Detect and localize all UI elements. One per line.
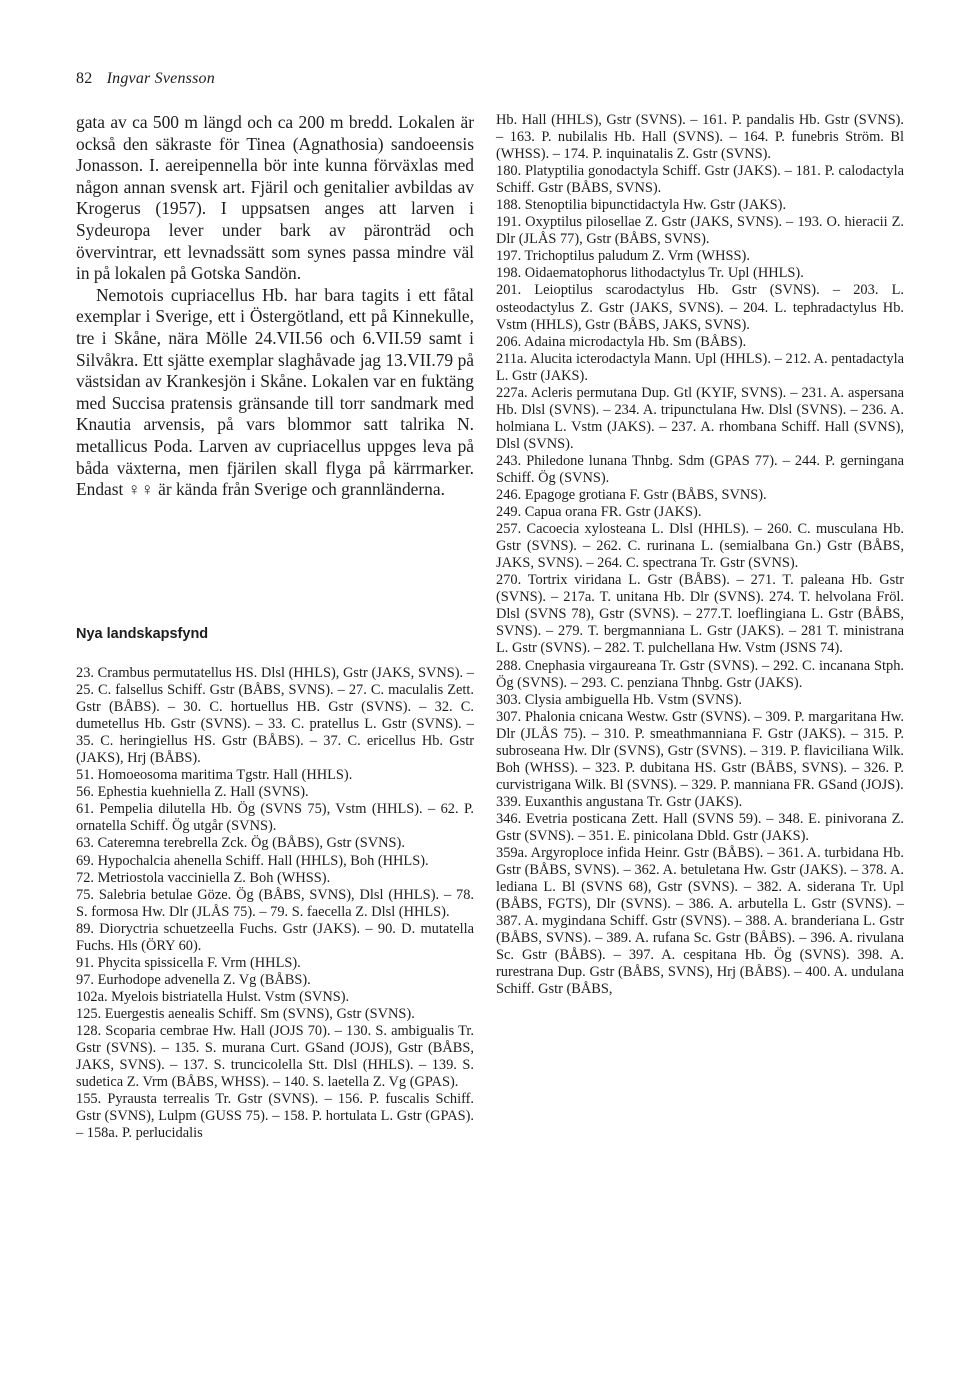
record-entry: 270. Tortrix viridana L. Gstr (BÅBS). – 271. T. paleana Hb. Gstr (SVNS). – 217a. T. unitana Hb. Dlr (SVNS). 274. T. helvolana Fröl. Dlsl (SVNS 78), Gstr (SVNS). – 277.T. loeflingiana L. Gstr (BÅBS, SVNS). – 279. T. bergmanniana L. Gstr (JAKS). – 281 T. ministrana L. Gstr (SVNS). – 282. T. pulchellana Hw. Vstm (JSNS 74).	[496, 572, 904, 657]
page-number: 82	[76, 70, 93, 87]
records-left-column	[76, 665, 474, 1142]
record-entry: 102a. Myelois bistriatella Hulst. Vstm (SVNS).	[76, 988, 350, 1005]
record-entry: 201. Leioptilus scarodactylus Hb. Gstr (SVNS). – 203. L. osteodactylus Z. Gstr (JAKS, SVNS). – 204. L. tephradactylus Hb. Vstm (HHLS), Gstr (BÅBS, JAKS, SVNS).	[496, 282, 904, 333]
record-entry: 63. Cateremna terebrella Zck. Ög (BÅBS), Gstr (SVNS).	[76, 835, 405, 852]
record-entry: 257. Cacoecia xylosteana L. Dlsl (HHLS). – 260. C. musculana Hb. Gstr (SVNS). – 262. C. rurinana L. (semialbana Gn.) Gstr (BÅBS, JAKS, SVNS). – 264. C. spectrana Tr. Gstr (SVNS).	[496, 521, 904, 572]
record-entry: 211a. Alucita icterodactyla Mann. Upl (HHLS). – 212. A. pentadactyla L. Gstr (JAKS).	[496, 350, 904, 384]
record-entry: 97. Eurhodope advenella Z. Vg (BÅBS).	[76, 971, 311, 988]
record-entry: 359a. Argyroploce infida Heinr. Gstr (BÅBS). – 361. A. turbidana Hb. Gstr (BÅBS, SVNS). – 362. A. betuletana Hw. Gstr (JAKS). – 378. A. lediana L. Bl (SVNS 68), Gstr (SVNS). – 382. A. siderana Tr. Upl (BÅBS, FGTS), Dlr (SVNS). – 386. A. arbutella L. Gstr (SVNS). – 387. A. mygindana Schiff. Gstr (SVNS). – 388. A. branderiana L. Gstr (BÅBS, SVNS). – 389. A. rufana Sc. Gstr (BÅBS). – 396. A. rivulana Sc. Gstr (BÅBS). – 397. A. cespitana Hb. Ög (SVNS). 398. A. rurestrana Dup. Gstr (BÅBS, SVNS), Hrj (BÅBS). – 400. A. undulana Schiff. Gstr (BÅBS,	[496, 845, 904, 998]
record-entry: 198. Oidaematophorus lithodactylus Tr. Upl (HHLS).	[496, 265, 804, 282]
record-entry: 128. Scoparia cembrae Hw. Hall (JOJS 70). – 130. S. ambigualis Tr. Gstr (SVNS). – 135. S. murana Curt. GSand (JOJS), Gstr (BÅBS, JAKS, SVNS). – 137. S. truncicolella Stt. Dlsl (HHLS). – 139. S. sudetica Z. Vrm (BÅBS, WHSS). – 140. S. laetella Z. Vg (GPAS).	[76, 1022, 474, 1091]
record-entry: 307. Phalonia cnicana Westw. Gstr (SVNS). – 309. P. margaritana Hw. Dlr (JLÅS 75). – 310. P. smeathmanniana F. Gstr (JAKS). – 315. P. subroseana Hw. Dlr (SVNS), Gstr (SVNS). – 319. P. flaviciliana Wilk. Boh (WHSS). – 323. P. dubitana HS. Gstr (BÅBS, SVNS). – 326. P. curvistrigana Wilk. Bl (SVNS). – 329. P. manniana FR. GSand (JOJS).	[496, 708, 904, 793]
record-entry: 243. Philedone lunana Thnbg. Sdm (GPAS 77). – 244. P. gerningana Schiff. Ög (SVNS).	[496, 452, 904, 486]
records-right-column	[496, 112, 904, 998]
record-entry: 188. Stenoptilia bipunctidactyla Hw. Gstr (JAKS).	[496, 197, 787, 214]
running-author: Ingvar Svensson	[106, 70, 215, 87]
record-entry: 155. Pyrausta terrealis Tr. Gstr (SVNS). – 156. P. fuscalis Schiff. Gstr (SVNS), Lulpm (GUSS 75). – 158. P. hortulata L. Gstr (GPAS). – 158a. P. perlucidalis	[76, 1091, 474, 1142]
record-entry: 339. Euxanthis angustana Tr. Gstr (JAKS).	[496, 793, 743, 810]
record-entry: 56. Ephestia kuehniella Z. Hall (SVNS).	[76, 784, 309, 801]
page-header	[76, 70, 215, 88]
record-entry: 246. Epagoge grotiana F. Gstr (BÅBS, SVNS).	[496, 487, 767, 504]
section-heading: Nya landskapsfynd	[76, 626, 209, 642]
record-entry: Hb. Hall (HHLS), Gstr (SVNS). – 161. P. pandalis Hb. Gstr (SVNS). – 163. P. nubilalis Hb. Hall (SVNS). – 164. P. funebris Ström. Bl (WHSS). – 174. P. inquinatalis Z. Gstr (SVNS).	[496, 112, 904, 163]
record-entry: 191. Oxyptilus pilosellae Z. Gstr (JAKS, SVNS). – 193. O. hieracii Z. Dlr (JLÅS 77), Gstr (BÅBS, SVNS).	[496, 214, 904, 248]
intro-text	[76, 112, 474, 501]
record-entry: 206. Adaina microdactyla Hb. Sm (BÅBS).	[496, 333, 747, 350]
record-entry: 75. Salebria betulae Göze. Ög (BÅBS, SVNS), Dlsl (HHLS). – 78. S. formosa Hw. Dlr (JLÅS 75). – 79. S. faecella Z. Dlsl (HHLS).	[76, 886, 474, 920]
record-entry: 89. Dioryctria schuetzeella Fuchs. Gstr (JAKS). – 90. D. mutatella Fuchs. Hls (ÖRY 60).	[76, 920, 474, 954]
record-entry: 51. Homoeosoma maritima Tgstr. Hall (HHLS).	[76, 767, 353, 784]
record-entry: 72. Metriostola vacciniella Z. Boh (WHSS).	[76, 869, 331, 886]
record-entry: 303. Clysia ambiguella Hb. Vstm (SVNS).	[496, 691, 742, 708]
record-entry: 69. Hypochalcia ahenella Schiff. Hall (HHLS), Boh (HHLS).	[76, 852, 429, 869]
record-entry: 180. Platyptilia gonodactyla Schiff. Gstr (JAKS). – 181. P. calodactyla Schiff. Gstr (BÅBS, SVNS).	[496, 163, 904, 197]
record-entry: 23. Crambus permutatellus HS. Dlsl (HHLS), Gstr (JAKS, SVNS). – 25. C. falsellus Schiff. Gstr (BÅBS, SVNS). – 27. C. maculalis Zett. Gstr (BÅBS). – 30. C. hortuellus HB. Gstr (SVNS). – 32. C. dumetellus Hb. Gstr (SVNS). – 33. C. pratellus L. Gstr (SVNS). – 35. C. heringiellus HS. Gstr (BÅBS). – 37. C. ericellus Hb. Gstr (JAKS), Hrj (BÅBS).	[76, 665, 474, 767]
intro-paragraph: gata av ca 500 m längd och ca 200 m bredd. Lokalen är också den säkraste för Tinea (Agnathosia) sandoeensis Jonasson. I. aereipennella bör inte kunna förväxlas med någon annan svensk art. Fjäril och genitalier avbildas av Krogerus (1957). I uppsatsen anges att larven i Sydeuropa lever under bark av päronträd och övervintrar, ett levnadssätt som synes passa mindre väl in på lokalen på Gotska Sandön.	[76, 112, 474, 284]
intro-paragraph: Nemotois cupriacellus Hb. har bara tagits i ett fåtal exemplar i Sverige, ett i Östergötland, ett på Kinnekulle, tre i Skåne, nära Mölle 24.VII.56 och 6.VII.59 samt i Silvåkra. Ett sjätte exemplar slaghåvade jag 13.VII.79 på västsidan av Krankesjön i Skåne. Lokalen var en fuktäng med Succisa pratensis gränsande till torr sandmark med Knautia arvensis, på vars blommor satt talrika N. metallicus Poda. Larven av cupriacellus uppges leva på båda växterna, men fjärilen skall flyga på kärrmarker. Endast ♀♀ är kända från Sverige och grannländerna.	[76, 284, 474, 500]
record-entry: 249. Capua orana FR. Gstr (JAKS).	[496, 504, 702, 521]
record-entry: 61. Pempelia dilutella Hb. Ög (SVNS 75), Vstm (HHLS). – 62. P. ornatella Schiff. Ög utgår (SVNS).	[76, 801, 474, 835]
record-entry: 227a. Acleris permutana Dup. Gtl (KYIF, SVNS). – 231. A. aspersana Hb. Dlsl (SVNS). – 234. A. tripunctulana Hw. Dlsl (SVNS). – 236. A. holmiana L. Vstm (JAKS). – 237. A. rhombana Schiff. Hall (SVNS), Dlsl (SVNS).	[496, 384, 904, 452]
record-entry: 346. Evetria posticana Zett. Hall (SVNS 59). – 348. E. pinivorana Z. Gstr (SVNS). – 351. E. pinicolana Dbld. Gstr (JAKS).	[496, 810, 904, 844]
record-entry: 125. Euergestis aenealis Schiff. Sm (SVNS), Gstr (SVNS).	[76, 1005, 415, 1022]
record-entry: 288. Cnephasia virgaureana Tr. Gstr (SVNS). – 292. C. incanana Stph. Ög (SVNS). – 293. C. penziana Thnbg. Gstr (JAKS).	[496, 657, 904, 691]
record-entry: 197. Trichoptilus paludum Z. Vrm (WHSS).	[496, 248, 750, 265]
record-entry: 91. Phycita spissicella F. Vrm (HHLS).	[76, 954, 301, 971]
